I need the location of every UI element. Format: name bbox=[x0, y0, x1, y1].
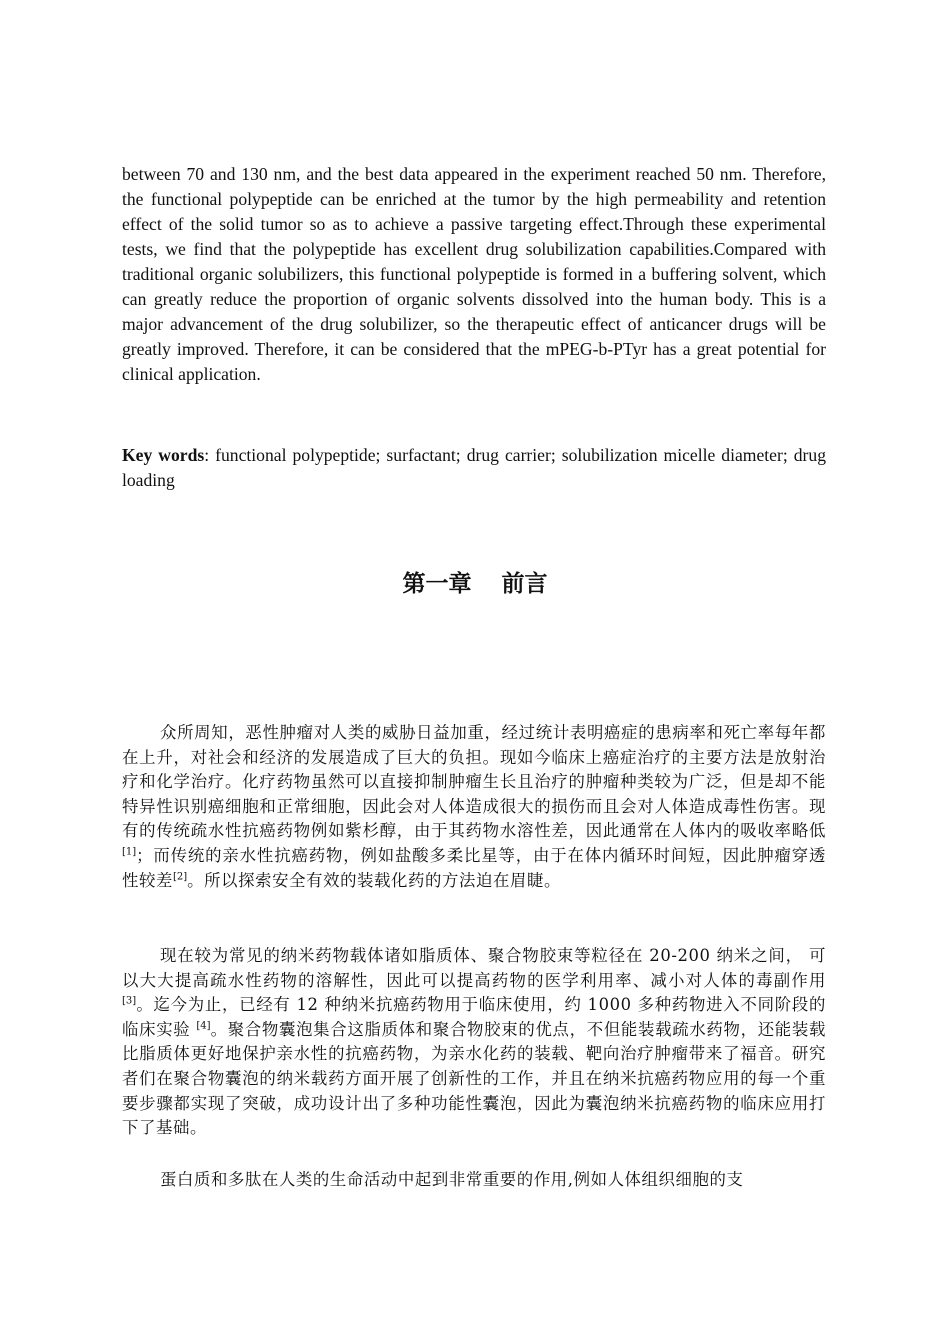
paragraph-text: 。迄今为止，已经有 12 种纳米抗癌药物用于临床使用，约 1000 多种药物进入不同阶段的临床实验 bbox=[122, 995, 826, 1039]
chapter-title: 前言 bbox=[501, 570, 548, 597]
body-paragraph bbox=[122, 1168, 826, 1193]
keywords-line bbox=[122, 443, 826, 493]
paragraph-text: 。所以探索安全有效的装载化药的方法迫在眉睫。 bbox=[187, 870, 561, 890]
body-paragraph bbox=[122, 721, 826, 893]
chapter-number: 第一章 bbox=[402, 570, 472, 597]
body-paragraph bbox=[122, 944, 826, 1141]
citation-marker: [1] bbox=[122, 846, 137, 858]
chapter-heading bbox=[0, 567, 950, 601]
citation-marker: [3] bbox=[122, 995, 137, 1007]
paragraph-text: 现在较为常见的纳米药物载体诸如脂质体、聚合物胶束等粒径在 20-200 纳米之间， 可以大大提高疏水性药物的溶解性，因此可以提高药物的医学利用率、减小对人体的毒副作用 bbox=[122, 946, 826, 990]
paragraph-text: 蛋白质和多肽在人类的生命活动中起到非常重要的作用,例如人体组织细胞的支 bbox=[160, 1170, 744, 1189]
paragraph-text: ；而传统的亲水性抗癌药物，例如盐酸多柔比星等，由于在体内循环时间短，因此肿瘤穿透性较差 bbox=[122, 845, 826, 890]
keywords-label: Key words bbox=[122, 445, 205, 465]
paragraph-text: 。聚合物囊泡集合这脂质体和聚合物胶束的优点，不但能装载疏水药物，还能装载比脂质体更好地保护亲水性的抗癌药物，为亲水化药的装载、靶向治疗肿瘤带来了福音。研究者们在聚合物囊泡的纳米载药方面开展了创新性的工作，并且在纳米抗癌药物应用的每一个重要步骤都实现了突破，成功设计出了多种功能性囊泡，因此为囊泡纳米抗癌药物的临床应用打下了基础。 bbox=[122, 1019, 826, 1138]
keywords-text: : functional polypeptide; surfactant; drug carrier; solubilization micelle diameter; drug loading bbox=[122, 445, 826, 490]
citation-marker: [2] bbox=[172, 871, 188, 883]
citation-marker: [4] bbox=[196, 1020, 211, 1032]
abstract-text: between 70 and 130 nm, and the best data appeared in the experiment reached 50 nm. Therefore, the functional polypeptide can be enriched at the tumor by the high permeability and retention effect of the solid tumor so as to achieve a passive targeting effect.Through these experimental tests, we find that the polypeptide has excellent drug solubilization capabilities.Compared with traditional organic solubilizers, this functional polypeptide is formed in a buffering solvent, which can greatly reduce the proportion of organic solvents dissolved into the human body. This is a major advancement of the drug solubilizer, so the therapeutic effect of anticancer drugs will be greatly improved. Therefore, it can be considered that the mPEG-b-PTyr has a great potential for clinical application. bbox=[122, 164, 826, 384]
paragraph-text: 众所周知，恶性肿瘤对人类的威胁日益加重，经过统计表明癌症的患病率和死亡率每年都在上升，对社会和经济的发展造成了巨大的负担。现如今临床上癌症治疗的主要方法是放射治疗和化学治疗。化疗药物虽然可以直接抑制肿瘤生长且治疗的肿瘤种类较为广泛，但是却不能特异性识别癌细胞和正常细胞，因此会对人体造成很大的损伤而且会对人体造成毒性伤害。现有的传统疏水性抗癌药物例如紫杉醇，由于其药物水溶性差，因此通常在人体内的吸收率略低 bbox=[122, 723, 826, 841]
